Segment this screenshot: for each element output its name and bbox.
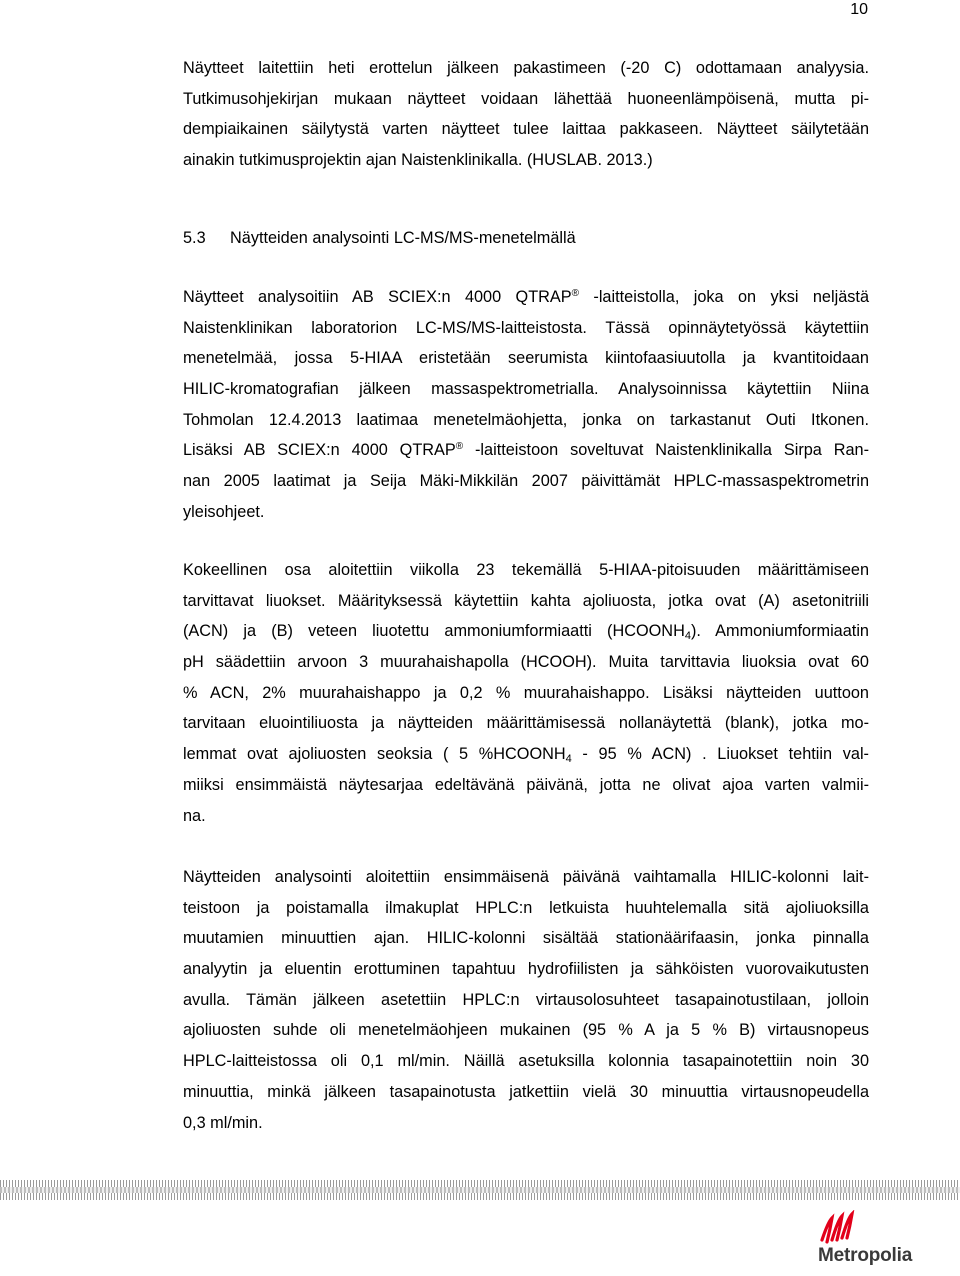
subscript: 4 — [684, 630, 691, 643]
registered-mark: ® — [455, 441, 464, 453]
section-heading — [183, 223, 576, 253]
text-segment: (ACN) ja (B) veteen liuotettu ammoniumformiaatti (HCOONH — [183, 622, 685, 641]
text-line — [183, 739, 869, 770]
text-line: % ACN, 2% muurahaishappo ja 0,2 % muurahaishappo. Lisäksi näytteiden uuttoon — [183, 683, 869, 702]
text-line — [183, 435, 869, 466]
text-line: tarvitaan eluointiliuosta ja näytteiden määrittämisessä nollanäytettä (blank), jotka mo- — [183, 714, 869, 733]
text-line: HPLC-laitteistossa oli 0,1 ml/min. Näillä asetuksilla kolonnia tasapainotettiin noin 30 — [183, 1052, 869, 1071]
text-line: Kokeellinen osa aloitettiin viikolla 23 tekemällä 5-HIAA-pitoisuuden määrittämiseen — [183, 561, 869, 579]
text-line: Näytteiden analysointi aloitettiin ensimmäisenä päivänä vaihtamalla HILIC-kolonni lait- — [183, 868, 869, 886]
text-line: ajoliuosten suhde oli menetelmäohjeen mukainen (95 % A ja 5 % B) virtausnopeus — [183, 1021, 869, 1040]
text-segment: Lisäksi AB SCIEX:n 4000 QTRAP — [183, 441, 456, 460]
text-segment: -laitteistolla, joka on yksi neljästä — [579, 288, 869, 306]
paragraph-storage — [183, 53, 869, 176]
text-line: muutamien minuuttien ajan. HILIC-kolonni sisältää stationäärifaasin, jonka pinnalla — [183, 929, 869, 948]
text-line: yleisohjeet. — [183, 502, 265, 521]
text-line: avulla. Tämän jälkeen asetettiin HPLC:n virtausolosuhteet tasapainotustilaan, jolloin — [183, 990, 869, 1009]
text-segment: Näytteet analysoitiin AB SCIEX:n 4000 QTRAP — [183, 288, 572, 306]
text-line — [183, 282, 869, 313]
text-segment: - 95 % ACN) . Liuokset tehtiin val- — [571, 745, 869, 764]
text-line: 0,3 ml/min. — [183, 1113, 263, 1132]
paragraph-analysis — [183, 282, 869, 528]
logo-text: Metropolia — [818, 1245, 913, 1266]
page-number: 10 — [850, 1, 868, 18]
footer-divider — [0, 1180, 960, 1200]
text-line: teistoon ja poistamalla ilmakuplat HPLC:n letkuista huuhtelemalla sitä ajoliuoksilla — [183, 898, 869, 917]
text-line: minuuttia, minkä jälkeen tasapainotusta jatkettiin vielä 30 minuuttia virtausnopeudella — [183, 1082, 869, 1101]
text-line: miiksi ensimmäistä näytesarjaa edeltävänä päivänä, jotta ne olivat ajoa varten valmii- — [183, 775, 869, 794]
subscript: 4 — [565, 753, 572, 766]
section-title: Näytteiden analysointi LC-MS/MS-menetelmällä — [230, 229, 576, 247]
text-line: pH säädettiin arvoon 3 muurahaishapolla (HCOOH). Muita tarvittavia liuoksia ovat 60 — [183, 653, 869, 672]
text-line: tarvittavat liuokset. Määrityksessä käytettiin kahta ajoliuosta, jotka ovat (A) asetonitriili — [183, 591, 869, 610]
text-line — [183, 616, 869, 647]
text-segment: -laitteistoon soveltuvat Naistenklinikalla Sirpa Ran- — [463, 441, 869, 460]
paragraph-hplc — [183, 862, 869, 1138]
logo-mark — [822, 1214, 852, 1242]
text-line: analyytin ja eluentin erottuminen tapahtuu hydrofiilisten ja sähköisten vuorovaikutusten — [183, 960, 869, 979]
paragraph-solutions — [183, 555, 869, 831]
text-line: Tutkimusohjekirjan mukaan näytteet voidaan lähettää huoneenlämpöisenä, mutta pi- — [183, 89, 869, 108]
text-line: Naistenklinikan laboratorion LC-MS/MS-laitteistosta. Tässä opinnäytetyössä käytettiin — [183, 318, 869, 337]
text-line: na. — [183, 806, 206, 825]
text-line: HILIC-kromatografian jälkeen massaspektrometrialla. Analysoinnissa käytettiin Niina — [183, 380, 869, 399]
text-line: Näytteet laitettiin heti erottelun jälkeen pakastimeen (-20 C) odottamaan analyysia. — [183, 59, 869, 77]
section-number: 5.3 — [183, 229, 206, 247]
text-line: menetelmää, jossa 5-HIAA eristetään seerumista kiintofaasiuutolla ja kvantitoidaan — [183, 349, 869, 368]
registered-mark: ® — [571, 288, 580, 299]
text-line: Tohmolan 12.4.2013 laatimaa menetelmäohjetta, jonka on tarkastanut Outi Itkonen. — [183, 410, 869, 429]
text-segment: ). Ammoniumformiaatin — [690, 622, 869, 641]
text-segment: lemmat ovat ajoliuosten seoksia ( 5 %HCOONH — [183, 745, 566, 764]
text-line: ainakin tutkimusprojektin ajan Naistenklinikalla. (HUSLAB. 2013.) — [183, 151, 653, 170]
text-line: nan 2005 laatimat ja Seija Mäki-Mikkilän 2007 päivittämät HPLC-massaspektrometrin — [183, 472, 869, 491]
text-line: dempiaikainen säilytystä varten näytteet tulee laittaa pakkaseen. Näytteet säilytetään — [183, 120, 869, 139]
